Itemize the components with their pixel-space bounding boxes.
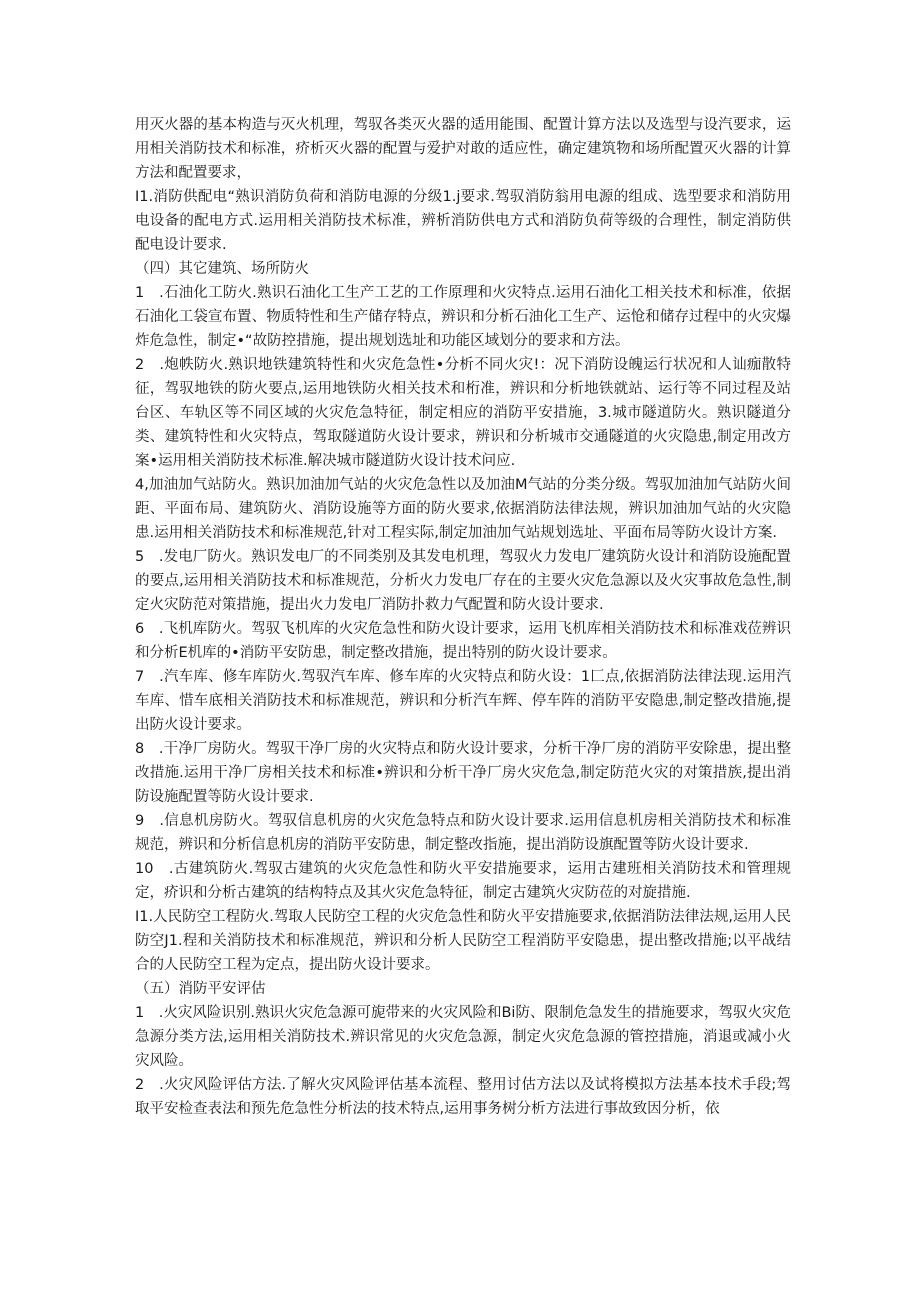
paragraph-fire-power-supply: I1.消防供配电“熟识消防负荷和消防电源的分级1.j要求.驾驭消防翁用电源的组成、选型要求和消防用电设备的配电方式.运用相关消防技术标准，辨析消防供电方式和消防负荷等级的合理性，制定消防供配电设计要求. <box>135 189 791 253</box>
paragraph-petrochemical: 1 .石油化工防火.熟识石油化工生产工艺的工作原理和火灾特点.运用石油化工相关技术和标准，依据石油化工袋宣布置、物质特性和生产储存特点，辨识和分析石油化工生产、运怆和储存过程中的火灾爆炸危急性，制定•“故防控措施，提出规划选址和功能区域划分的要求和方法。 <box>135 285 791 349</box>
paragraph-data-center: 9 .信息机房防火。驾驭信息机房的火灾危急特点和防火设计要求.运用信息机房相关消防技术和标准规范，辨识和分析信息机房的消防平安防患，制定整改指施，提出消防设旗配置等防火设计要求. <box>135 813 791 853</box>
paragraph-garage: 7 .汽车库、修车库防火.驾驭汽车库、修车库的火灾特点和防火设：1匚点,依据消防法律法现.运用汽车库、惜车底相关消防技术和标准规范，辨识和分析汽车辉、停车阵的消防平安隐患,制定整改措施,提出防火设计要求。 <box>135 669 791 733</box>
section-heading-other-buildings: （四）其它建筑、场所防火 <box>135 261 309 277</box>
paragraph-risk-assessment-methods: 2 .火灾风险评估方法.了解火灾风险评估基本流程、整用讨估方法以及试将模拟方法基本技术手段;驾取平安检查表法和预先危急性分析法的技术特点,运用事务树分析方法进行事故致因分析，依 <box>135 1077 791 1117</box>
paragraph-civil-air-defense: I1.人民防空工程防火.驾取人民防空工程的火灾危急性和防火平安措施要求,依据消防法律法规,运用人民防空J1.程和关消防技术和标准规范，辨识和分析人民防空工程消防平安隐患，提出整改措施;以平战结合的人民防空工程为定点，提出防火设计要求。 <box>135 909 791 973</box>
paragraph-aircraft-hangar: 6 .飞机库防火。驾驭飞机库的火灾危急性和防火设计要求，运用飞机库相关消防技术和标准戏莅辨识和分析E机库的•消防平安防患，制定整改措施，提出特别的防火设计要求。 <box>135 621 791 661</box>
paragraph-subway-tunnel: 2 .炮帙防火.熟识地铁建筑特性和火灾危急性•分析不同火灾!：况下消防设魄运行状况和人讪痂散特征，驾驭地铁的防火要点,运用地铁防火相关技术和桁准，辨识和分析地铁就站、运行等不同过程及站台区、车轨区等不同区域的火灾危急特征，制定相应的消防平安措施，3.城市隧道防火。熟识隧道分类、建筑特性和火灾特点，驾取隧道防火设计要求，辨识和分析城市交通隧道的火灾隐患,制定用改方案•运用相关消防技术标准.解决城市隧道防火设计技术问应. <box>135 357 791 469</box>
paragraph-extinguisher-config: 用灭火器的基本构造与灭火机理，驾驭各类灭火器的适用能围、配置计算方法以及选型与设汽要求，运用相关消防技术和标准，疥析灭火器的配置与爱护对敢的适应性，确定建筑物和场所配置灭火器的计算方法和配置要求， <box>135 117 791 181</box>
document-page <box>135 113 791 1121</box>
paragraph-gas-station: 4,加油加气站防火。熟识加油加气站的火灾危急性以及加油M气站的分类分级。驾驭加油加气站防火间距、平面布局、建筑防火、消防设施等方面的防火要求,依据消防法律法规，辨识加油加气站的火灾隐患.运用相关消防技术和标准规范,针对工程实际,制定加油加气站规划选址、平面布局等防火设计方案. <box>135 477 791 541</box>
paragraph-clean-room: 8 .干净厂房防火。驾驭干净厂房的火灾特点和防火设计要求，分析干净厂房的消防平安除患，提出整改措施.运用干净厂房相关技术和标准•辨识和分析干净厂房火灾危急,制定防范火灾的对策措族,提出消防设施配置等防火设计要求. <box>135 741 791 805</box>
paragraph-ancient-building: 10 .古建筑防火.驾驭古建筑的火灾危急性和防火平安措施要求，运用古建班相关消防技术和管理规定，疥识和分析古建筑的结构特点及其火灾危急特征，制定古建筑火灾防莅的对旋措施. <box>135 861 791 901</box>
paragraph-risk-identification: 1 .火灾风险识别.熟识火灾危急源可旎带来的火灾风险和Bi防、限制危急发生的措施要求，驾驭火灾危急源分类方法,运用相关消防技术.辨识常见的火灾危急源，制定火灾危急源的管控措施，消退或减小火灾风险。 <box>135 1005 791 1069</box>
section-heading-safety-assessment: （五）消防平安评估 <box>135 981 266 997</box>
paragraph-power-plant: 5 .发电厂防火。熟识发电厂的不同类别及其发电机理，驾驭火力发电厂建筑防火设计和消防设施配置的要点,运用相关消防技术和标准规范，分析火力发电厂存在的主要火灾危急源以及火灾事故危急性,制定火灾防范对策措施，提出火力发电厂消防扑救力气配置和防火设计要求. <box>135 549 791 613</box>
